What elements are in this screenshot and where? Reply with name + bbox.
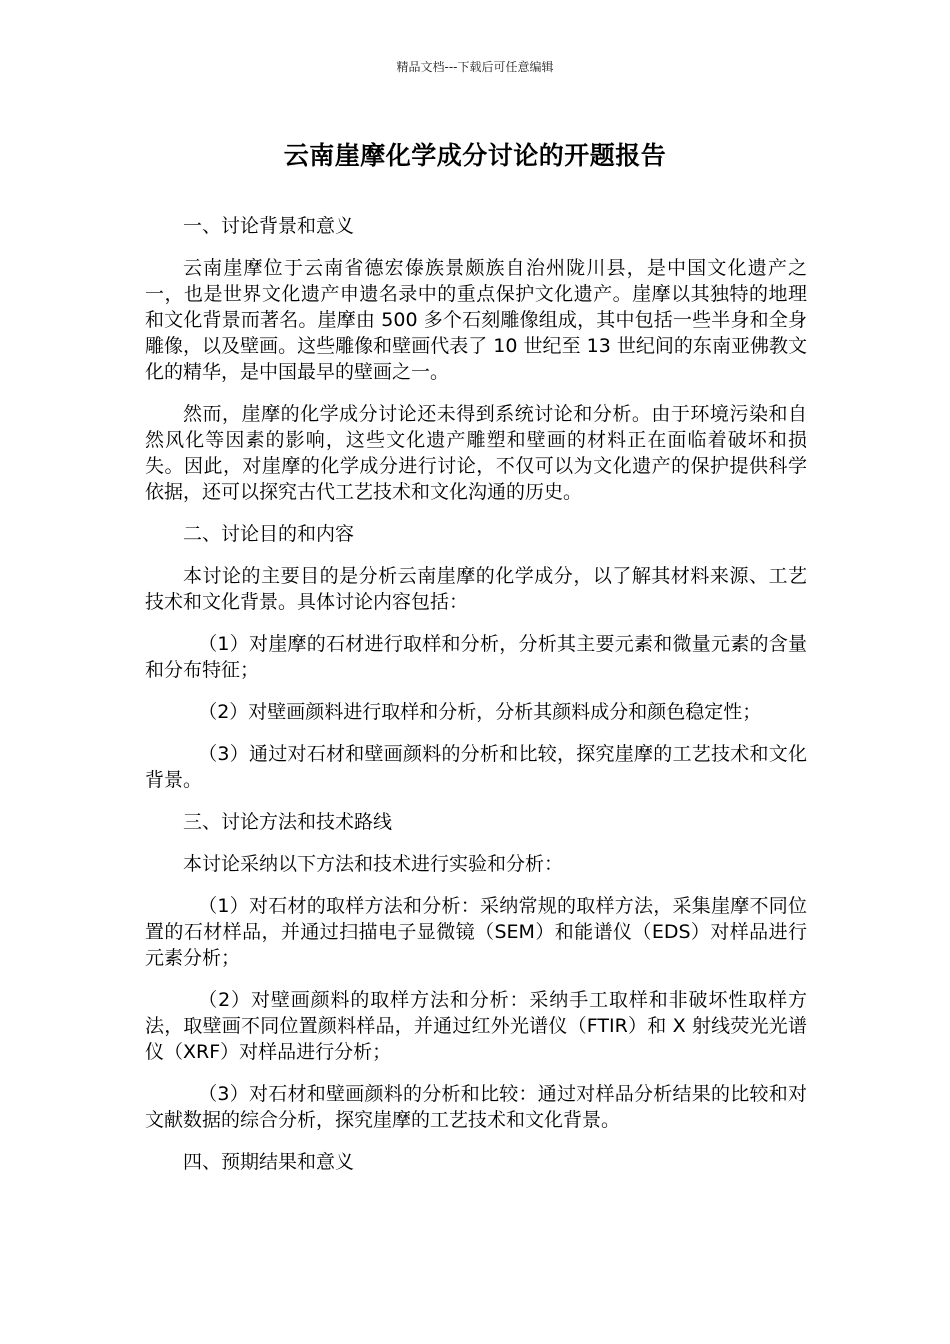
section-heading-1: 一、讨论背景和意义 — [183, 215, 355, 237]
paragraph: 本讨论的主要目的是分析云南崖摩的化学成分，以了解其材料来源、工艺技术和文化背景。具体讨论内容包括： — [145, 565, 807, 613]
list-item: （1）对崖摩的石材进行取样和分析，分析其主要元素和微量元素的含量和分布特征； — [145, 633, 807, 681]
header-note: 精品文档---下载后可任意编辑 — [396, 60, 554, 74]
list-item: （2）对壁画颜料的取样方法和分析：采纳手工取样和非破坏性取样方法，取壁画不同位置颜料样品，并通过红外光谱仪（FTIR）和 X 射线荧光光谱仪（XRF）对样品进行分析； — [145, 989, 807, 1063]
paragraph: 然而，崖摩的化学成分讨论还未得到系统讨论和分析。由于环境污染和自然风化等因素的影响，这些文化遗产雕塑和壁画的材料正在面临着破坏和损失。因此，对崖摩的化学成分进行讨论，不仅可以为文化遗产的保护提供科学依据，还可以探究古代工艺技术和文化沟通的历史。 — [145, 403, 807, 503]
list-item: （3）通过对石材和壁画颜料的分析和比较，探究崖摩的工艺技术和文化背景。 — [145, 743, 807, 791]
list-item: （1）对石材的取样方法和分析：采纳常规的取样方法，采集崖摩不同位置的石材样品，并通过扫描电子显微镜（SEM）和能谱仪（EDS）对样品进行元素分析； — [145, 895, 807, 969]
paragraph: 云南崖摩位于云南省德宏傣族景颇族自治州陇川县，是中国文化遗产之一，也是世界文化遗产申遗名录中的重点保护文化遗产。崖摩以其独特的地理和文化背景而著名。崖摩由 500 多个石刻雕像组成，其中包括一些半身和全身雕像，以及壁画。这些雕像和壁画代表了 10 世纪至 13 世纪间的东南亚佛教文化的精华，是中国最早的壁画之一。 — [145, 257, 807, 383]
section-heading-3: 三、讨论方法和技术路线 — [183, 811, 393, 833]
list-item: （2）对壁画颜料进行取样和分析，分析其颜料成分和颜色稳定性； — [198, 701, 762, 723]
document-body — [145, 213, 807, 1191]
section-heading-4: 四、预期结果和意义 — [183, 1151, 355, 1173]
document-title: 云南崖摩化学成分讨论的开题报告 — [283, 141, 667, 170]
section-heading-2: 二、讨论目的和内容 — [183, 523, 355, 545]
list-item: （3）对石材和壁画颜料的分析和比较：通过对样品分析结果的比较和对文献数据的综合分析，探究崖摩的工艺技术和文化背景。 — [145, 1083, 807, 1131]
paragraph: 本讨论采纳以下方法和技术进行实验和分析： — [183, 853, 564, 875]
